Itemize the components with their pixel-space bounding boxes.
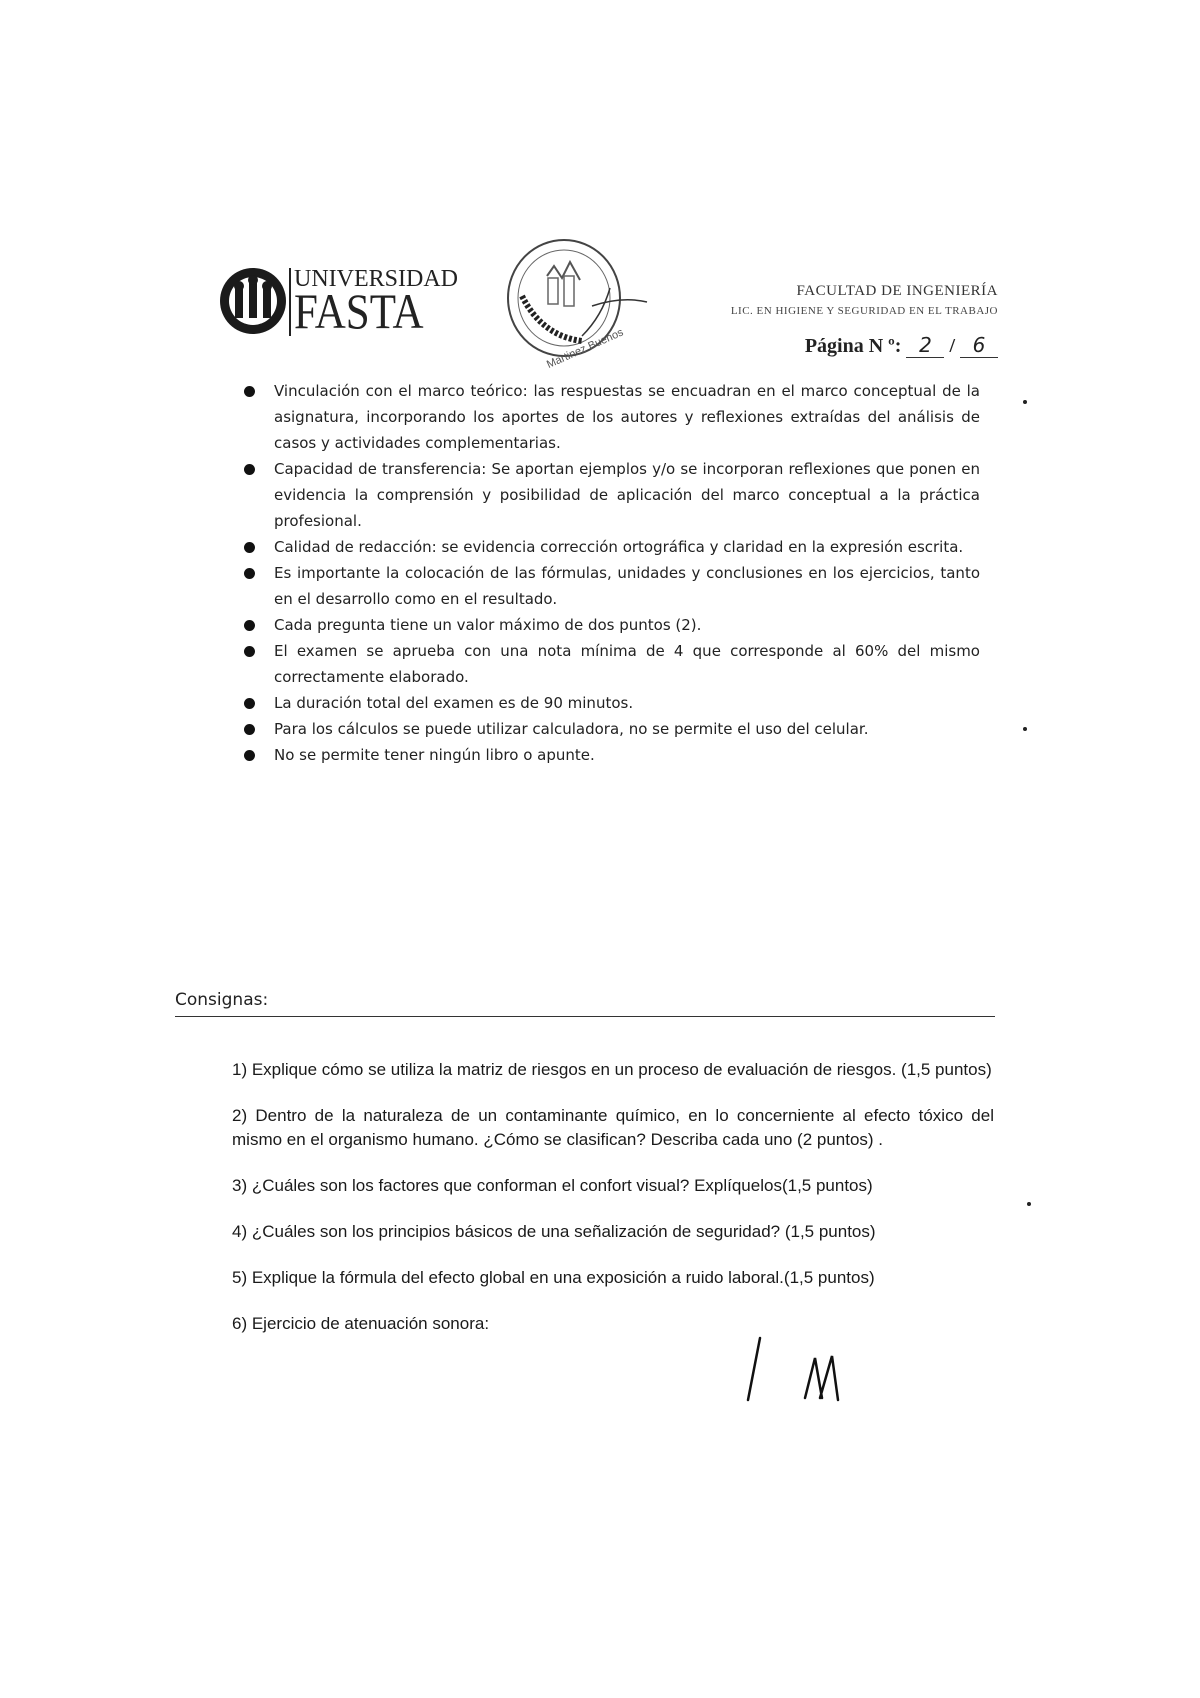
criteria-item: Capacidad de transferencia: Se aportan ejemplos y/o se incorporan reflexiones que ponen en evidencia la comprensión y posibilidad de aplicación del marco conceptual a la práctica profesional.: [240, 456, 980, 534]
university-logo-icon: [218, 266, 288, 336]
criteria-item: Vinculación con el marco teórico: las respuestas se encuadran en el marco conceptual de la asignatura, incorporando los aportes de los autores y reflexiones extraídas del análisis de casos y actividades complementarias.: [240, 378, 980, 456]
question-item: 6) Ejercicio de atenuación sonora:: [232, 1314, 490, 1333]
question-item: 4) ¿Cuáles son los principios básicos de una señalización de seguridad? (1,5 puntos): [232, 1222, 876, 1241]
criteria-item: Calidad de redacción: se evidencia corrección ortográfica y claridad en la expresión escrita.: [240, 534, 980, 560]
page-number-total: 6: [960, 333, 998, 358]
heading-divider: [175, 1016, 995, 1017]
handwritten-signature: [740, 1328, 860, 1408]
criteria-item: Cada pregunta tiene un valor máximo de dos puntos (2).: [240, 612, 980, 638]
page-number: Página N º: 2 / 6: [805, 333, 998, 358]
evaluation-criteria-list: [240, 378, 980, 768]
program-name: LIC. EN HIGIENE Y SEGURIDAD EN EL TRABAJO: [730, 305, 998, 317]
page-number-label: Página N º:: [804, 335, 902, 357]
university-name-line1: UNIVERSIDAD: [294, 266, 458, 292]
criteria-item: Para los cálculos se puede utilizar calculadora, no se permite el uso del celular.: [240, 716, 980, 742]
question-item: 5) Explique la fórmula del efecto global en una exposición a ruido laboral.(1,5 puntos): [232, 1268, 875, 1287]
consignas-heading: Consignas:: [175, 990, 269, 1010]
criteria-item: Es importante la colocación de las fórmulas, unidades y conclusiones en los ejercicios, tanto en el desarrollo como en el resultado.: [240, 560, 980, 612]
faculty-name: FACULTAD DE INGENIERÍA: [796, 283, 998, 299]
scan-speck: [1027, 1202, 1031, 1206]
question-item: 2) Dentro de la naturaleza de un contaminante químico, en lo concerniente al efecto tóxico del mismo en el organismo humano. ¿Cómo se clasifican? Describa cada uno (2 puntos) .: [232, 1106, 994, 1149]
logo-divider: [289, 268, 291, 336]
exam-questions-list: [232, 1058, 994, 1358]
criteria-item: El examen se aprueba con una nota mínima de 4 que corresponde al 60% del mismo correctamente elaborado.: [240, 638, 980, 690]
page-number-current: 2: [906, 333, 944, 358]
criteria-item: No se permite tener ningún libro o apunte.: [240, 742, 980, 768]
scan-speck: [1023, 727, 1027, 731]
stamp-signature-name: Martinez Buenos: [545, 326, 626, 371]
scan-speck: [1023, 400, 1027, 404]
question-item: 3) ¿Cuáles son los factores que conforman el confort visual? Explíquelos(1,5 puntos): [232, 1176, 873, 1195]
university-name-line2: FASTA: [294, 283, 424, 339]
criteria-item: La duración total del examen es de 90 minutos.: [240, 690, 980, 716]
question-item: 1) Explique cómo se utiliza la matriz de riesgos en un proceso de evaluación de riesgos. (1,5 puntos): [232, 1060, 992, 1079]
